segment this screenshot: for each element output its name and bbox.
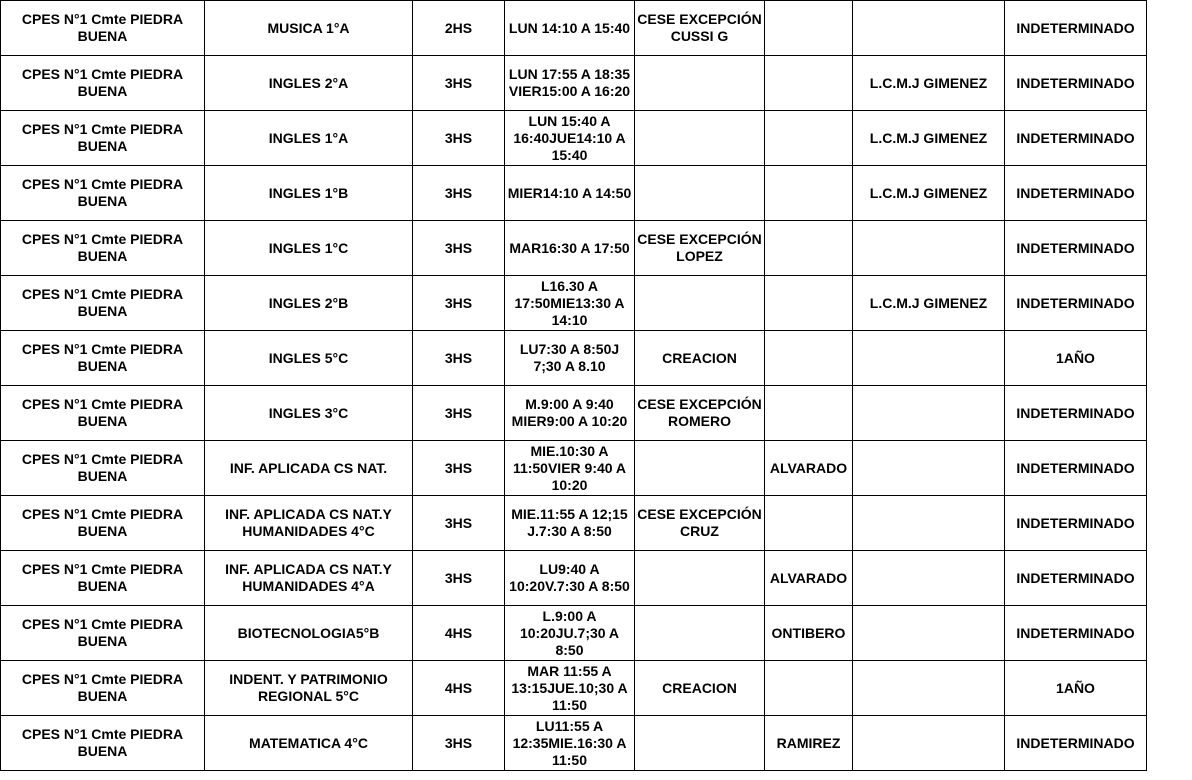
hours-cell: 4HS [413,606,505,661]
school-cell: CPES N°1 Cmte PIEDRA BUENA [1,716,205,771]
teacher-cell: ALVARADO [765,441,853,496]
duration-cell: INDETERMINADO [1005,441,1147,496]
teacher-cell [765,1,853,56]
table-row [1,111,1147,166]
teacher-cell [765,56,853,111]
schedule-cell: LUN 17:55 A 18:35 VIER15:00 A 16:20 [505,56,635,111]
subject-cell: INGLES 1°C [205,221,413,276]
reason-cell [635,441,765,496]
table-row [1,496,1147,551]
schedule-cell: LUN 15:40 A 16:40JUE14:10 A 15:40 [505,111,635,166]
hours-cell: 2HS [413,1,505,56]
holder-cell [853,606,1005,661]
table-row [1,166,1147,221]
reason-cell [635,166,765,221]
school-cell: CPES N°1 Cmte PIEDRA BUENA [1,331,205,386]
subject-cell: INF. APLICADA CS NAT. [205,441,413,496]
schedule-cell: L.9:00 A 10:20JU.7;30 A 8:50 [505,606,635,661]
teacher-cell [765,386,853,441]
duration-cell: INDETERMINADO [1005,606,1147,661]
teacher-cell: ONTIBERO [765,606,853,661]
reason-cell: CREACION [635,331,765,386]
table-row [1,221,1147,276]
holder-cell [853,221,1005,276]
table-row [1,331,1147,386]
table-row [1,551,1147,606]
school-cell: CPES N°1 Cmte PIEDRA BUENA [1,1,205,56]
hours-cell: 4HS [413,661,505,716]
duration-cell: INDETERMINADO [1005,56,1147,111]
subject-cell: INDENT. Y PATRIMONIO REGIONAL 5°C [205,661,413,716]
schedule-cell: MAR 11:55 A 13:15JUE.10;30 A 11:50 [505,661,635,716]
duration-cell: INDETERMINADO [1005,551,1147,606]
holder-cell [853,386,1005,441]
teacher-cell [765,111,853,166]
holder-cell [853,551,1005,606]
schedule-cell: MAR16:30 A 17:50 [505,221,635,276]
teacher-cell [765,661,853,716]
teacher-cell: ALVARADO [765,551,853,606]
holder-cell [853,661,1005,716]
subject-cell: INGLES 1°B [205,166,413,221]
reason-cell [635,606,765,661]
school-cell: CPES N°1 Cmte PIEDRA BUENA [1,276,205,331]
reason-cell: CESE EXCEPCIÓN LOPEZ [635,221,765,276]
teacher-cell [765,496,853,551]
hours-cell: 3HS [413,441,505,496]
holder-cell [853,331,1005,386]
reason-cell: CESE EXCEPCIÓN ROMERO [635,386,765,441]
duration-cell: INDETERMINADO [1005,111,1147,166]
subject-cell: INF. APLICADA CS NAT.Y HUMANIDADES 4°C [205,496,413,551]
teacher-cell [765,166,853,221]
hours-cell: 3HS [413,386,505,441]
reason-cell [635,716,765,771]
duration-cell: INDETERMINADO [1005,386,1147,441]
duration-cell: INDETERMINADO [1005,166,1147,221]
holder-cell [853,496,1005,551]
table-row [1,386,1147,441]
school-cell: CPES N°1 Cmte PIEDRA BUENA [1,166,205,221]
table-row [1,56,1147,111]
duration-cell: 1AÑO [1005,331,1147,386]
subject-cell: INGLES 2°B [205,276,413,331]
school-cell: CPES N°1 Cmte PIEDRA BUENA [1,221,205,276]
schedule-cell: L16.30 A 17:50MIE13:30 A 14:10 [505,276,635,331]
school-cell: CPES N°1 Cmte PIEDRA BUENA [1,441,205,496]
subject-cell: INGLES 2°A [205,56,413,111]
reason-cell [635,551,765,606]
subject-cell: INGLES 5°C [205,331,413,386]
teacher-cell [765,276,853,331]
duration-cell: INDETERMINADO [1005,276,1147,331]
reason-cell: CESE EXCEPCIÓN CUSSI G [635,1,765,56]
schedule-cell: MIE.11:55 A 12;15 J.7:30 A 8:50 [505,496,635,551]
table-row [1,716,1147,771]
school-cell: CPES N°1 Cmte PIEDRA BUENA [1,661,205,716]
subject-cell: INF. APLICADA CS NAT.Y HUMANIDADES 4°A [205,551,413,606]
subject-cell: INGLES 1°A [205,111,413,166]
holder-cell: L.C.M.J GIMENEZ [853,111,1005,166]
schedule-cell: MIER14:10 A 14:50 [505,166,635,221]
schedule-cell: M.9:00 A 9:40 MIER9:00 A 10:20 [505,386,635,441]
school-cell: CPES N°1 Cmte PIEDRA BUENA [1,606,205,661]
holder-cell: L.C.M.J GIMENEZ [853,56,1005,111]
hours-cell: 3HS [413,221,505,276]
hours-cell: 3HS [413,551,505,606]
hours-cell: 3HS [413,496,505,551]
duration-cell: 1AÑO [1005,661,1147,716]
schedule-table-body [1,1,1147,771]
hours-cell: 3HS [413,111,505,166]
school-cell: CPES N°1 Cmte PIEDRA BUENA [1,551,205,606]
holder-cell: L.C.M.J GIMENEZ [853,276,1005,331]
schedule-cell: LU9:40 A 10:20V.7:30 A 8:50 [505,551,635,606]
duration-cell: INDETERMINADO [1005,716,1147,771]
school-cell: CPES N°1 Cmte PIEDRA BUENA [1,56,205,111]
holder-cell [853,441,1005,496]
subject-cell: INGLES 3°C [205,386,413,441]
holder-cell: L.C.M.J GIMENEZ [853,166,1005,221]
table-row [1,276,1147,331]
schedule-cell: LUN 14:10 A 15:40 [505,1,635,56]
reason-cell: CESE EXCEPCIÓN CRUZ [635,496,765,551]
hours-cell: 3HS [413,166,505,221]
reason-cell [635,111,765,166]
schedule-cell: LU7:30 A 8:50J 7;30 A 8.10 [505,331,635,386]
subject-cell: MATEMATICA 4°C [205,716,413,771]
holder-cell [853,716,1005,771]
table-row [1,1,1147,56]
schedule-cell: MIE.10:30 A 11:50VIER 9:40 A 10:20 [505,441,635,496]
school-cell: CPES N°1 Cmte PIEDRA BUENA [1,386,205,441]
teacher-cell [765,221,853,276]
teacher-cell: RAMIREZ [765,716,853,771]
hours-cell: 3HS [413,331,505,386]
hours-cell: 3HS [413,716,505,771]
duration-cell: INDETERMINADO [1005,221,1147,276]
table-row [1,606,1147,661]
subject-cell: BIOTECNOLOGIA5°B [205,606,413,661]
table-row [1,661,1147,716]
school-cell: CPES N°1 Cmte PIEDRA BUENA [1,111,205,166]
reason-cell [635,276,765,331]
hours-cell: 3HS [413,56,505,111]
table-row [1,441,1147,496]
duration-cell: INDETERMINADO [1005,496,1147,551]
reason-cell: CREACION [635,661,765,716]
school-cell: CPES N°1 Cmte PIEDRA BUENA [1,496,205,551]
duration-cell: INDETERMINADO [1005,1,1147,56]
teacher-cell [765,331,853,386]
holder-cell [853,1,1005,56]
hours-cell: 3HS [413,276,505,331]
schedule-cell: LU11:55 A 12:35MIE.16:30 A 11:50 [505,716,635,771]
reason-cell [635,56,765,111]
subject-cell: MUSICA 1°A [205,1,413,56]
